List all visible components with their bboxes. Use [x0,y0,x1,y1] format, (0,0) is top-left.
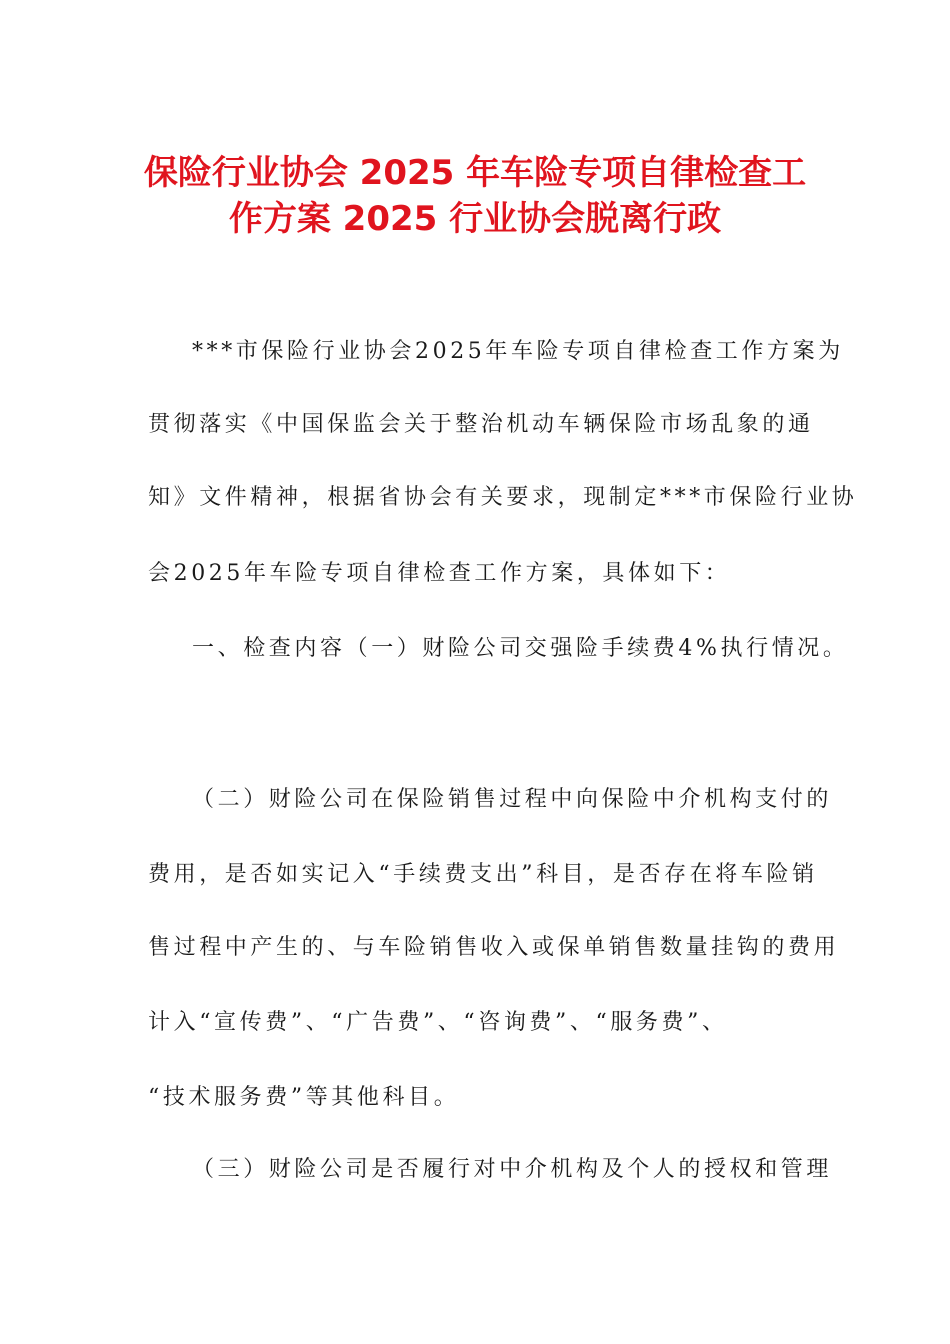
paragraph-2-line-3: 售过程中产生的、与车险销售收入或保单销售数量挂钩的费用 [148,935,840,960]
paragraph-1-line-1: ***市保险行业协会2025年车险专项自律检查工作方案为 [192,339,844,364]
paragraph-2-line-5: “技术服务费”等其他科目。 [148,1085,460,1110]
paragraph-3-line-1: （三）财险公司是否履行对中介机构及个人的授权和管理 [192,1157,833,1182]
paragraph-2-line-4: 计入“宣传费”、“广告费”、“咨询费”、“服务费”、 [148,1010,728,1035]
document-title-line-2: 作方案 2025 行业协会脱离行政 [228,199,722,239]
paragraph-2-line-2: 费用，是否如实记入“手续费支出”科目，是否存在将车险销 [148,862,818,887]
document-title-line-1: 保险行业协会 2025 年车险专项自律检查工 [143,153,807,193]
paragraph-1-line-3: 知》文件精神，根据省协会有关要求，现制定***市保险行业协 [148,485,858,510]
paragraph-2-line-1: （二）财险公司在保险销售过程中向保险中介机构支付的 [192,787,833,812]
paragraph-1-line-4: 会2025年车险专项自律检查工作方案，具体如下： [148,561,731,586]
paragraph-1-line-2: 贯彻落实《中国保监会关于整治机动车辆保险市场乱象的通 [148,412,814,437]
section-1-heading: 一、检查内容（一）财险公司交强险手续费4%执行情况。 [192,636,849,661]
